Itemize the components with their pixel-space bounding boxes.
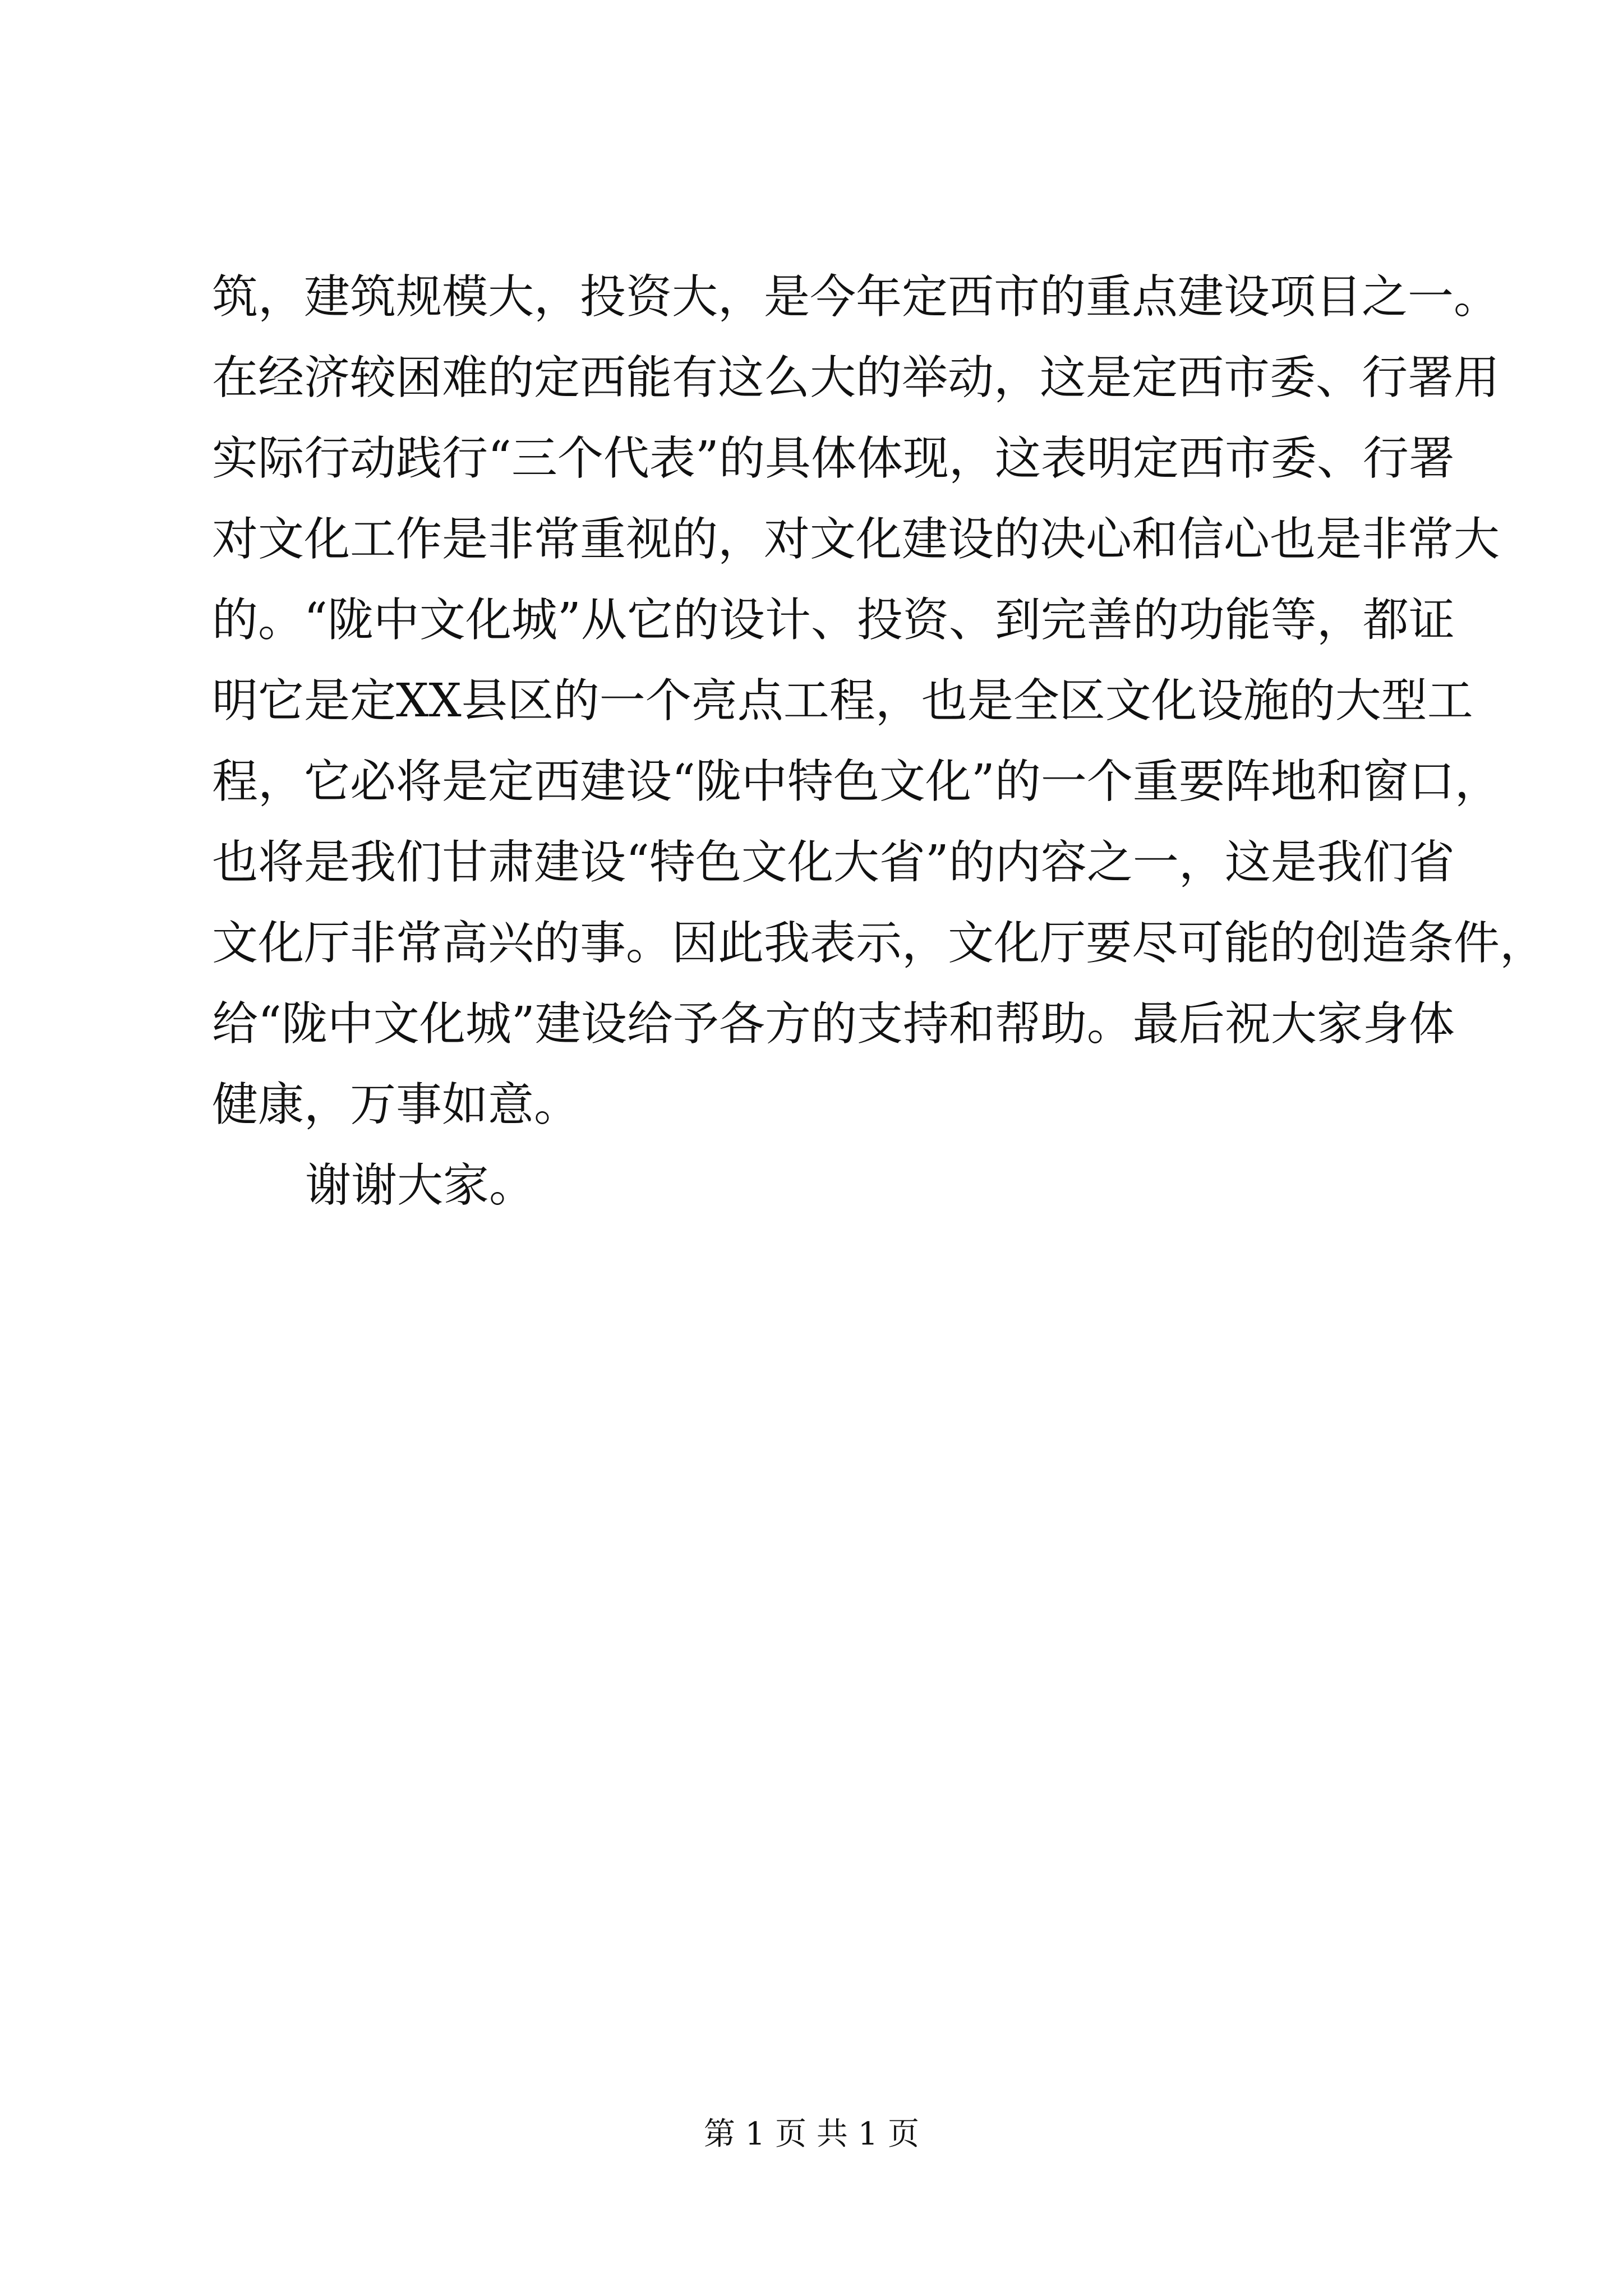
page-number-footer: 第 1 页 共 1 页 [703, 2116, 920, 2152]
body-line: 实际行动践行“三个代表”的具体体现，这表明定西市委、行署 [212, 432, 1455, 485]
body-line: 文化厅非常高兴的事。因此我表示，文化厅要尽可能的创造条件， [212, 917, 1546, 970]
body-line: 明它是定XX县区的一个亮点工程，也是全区文化设施的大型工 [212, 674, 1473, 728]
body-line: 对文化工作是非常重视的，对文化建设的决心和信心也是非常大 [212, 513, 1500, 566]
body-line: 程，它必将是定西建设“陇中特色文化”的一个重要阵地和窗口， [212, 755, 1501, 808]
body-line: 的。“陇中文化城”从它的设计、投资、到完善的功能等，都证 [212, 593, 1455, 647]
body-line: 也将是我们甘肃建设“特色文化大省”的内容之一，这是我们省 [212, 836, 1455, 889]
body-line: 健康，万事如意。 [212, 1078, 580, 1131]
closing-line: 谢谢大家。 [305, 1159, 536, 1212]
body-line: 在经济较困难的定西能有这么大的举动，这是定西市委、行署用 [212, 351, 1500, 404]
body-line: 给“陇中文化城”建设给予各方的支持和帮助。最后祝大家身体 [212, 997, 1455, 1051]
body-line: 筑，建筑规模大，投资大，是今年定西市的重点建设项目之一。 [212, 270, 1500, 324]
